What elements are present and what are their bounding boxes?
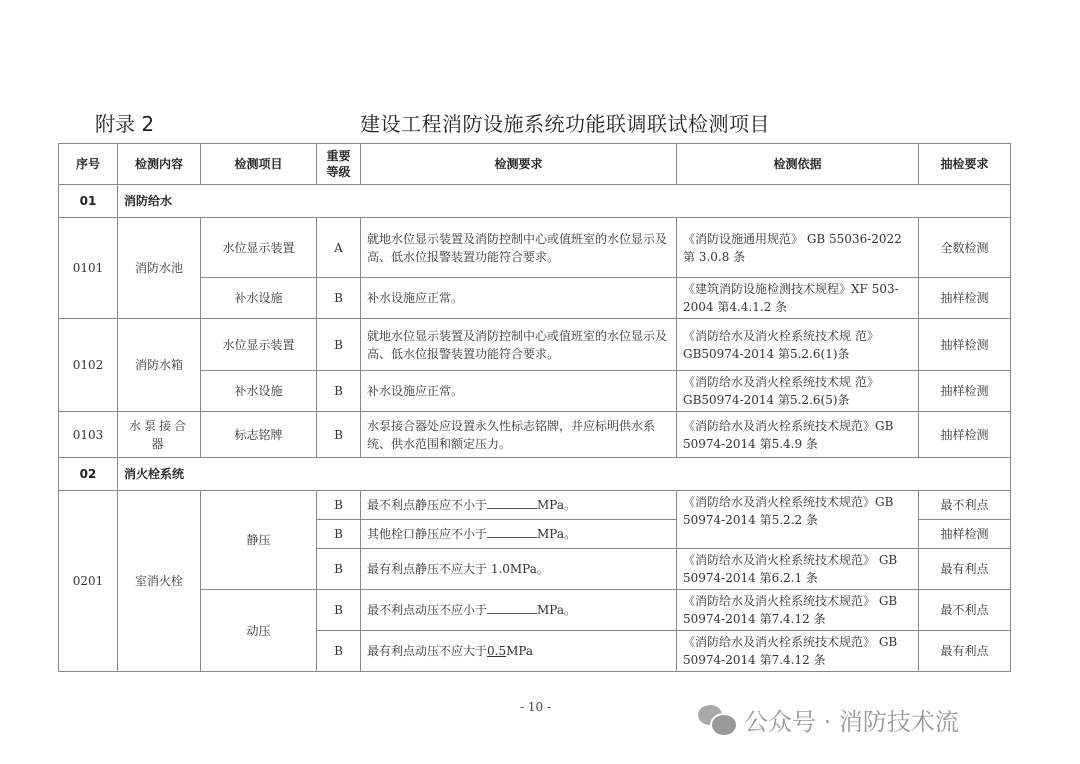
table-row — [59, 218, 1011, 278]
table-row — [59, 278, 1011, 319]
grade: B — [317, 590, 361, 631]
requirement: 最有利点动压不应大于0.5MPa — [361, 631, 677, 672]
grade: B — [317, 412, 361, 458]
col-header-no: 序号 — [59, 144, 118, 185]
watermark-text: 公众号 · 消防技术流 — [744, 708, 959, 736]
requirement: 水泵接合器处应设置永久性标志铭牌，并应标明供水系统、供水范围和额定压力。 — [361, 412, 677, 458]
grade: B — [317, 278, 361, 319]
sampling: 全数检测 — [919, 218, 1011, 278]
table-row — [59, 491, 1011, 520]
sampling: 最有利点 — [919, 631, 1011, 672]
wechat-icon — [698, 705, 736, 735]
section-row — [59, 458, 1011, 491]
group-content: 消防水箱 — [118, 319, 201, 412]
document-title: 建设工程消防设施系统功能联调联试检测项目 — [360, 112, 770, 136]
grade: A — [317, 218, 361, 278]
group-code: 0102 — [59, 319, 118, 412]
requirement: 就地水位显示装置及消防控制中心或值班室的水位显示及高、低水位报警装置功能符合要求。 — [361, 218, 677, 278]
section-row — [59, 185, 1011, 218]
group-content: 消防水池 — [118, 218, 201, 319]
requirement: 最不利点静压应不小于 MPa。 — [361, 491, 677, 520]
basis: 《消防给水及消火栓系统技术规范》 GB 50974-2014 第7.4.12 条 — [677, 590, 919, 631]
item-name: 水位显示装置 — [201, 218, 317, 278]
appendix-label: 附录 2 — [95, 112, 155, 136]
basis: 《消防给水及消火栓系统技术规范》 GB 50974-2014 第6.2.1 条 — [677, 549, 919, 590]
table-header-row — [59, 144, 1011, 185]
col-header-item: 检测项目 — [201, 144, 317, 185]
sampling: 最有利点 — [919, 549, 1011, 590]
section-code: 02 — [59, 458, 118, 491]
requirement: 补水设施应正常。 — [361, 371, 677, 412]
group-code: 0101 — [59, 218, 118, 319]
group-code: 0103 — [59, 412, 118, 458]
grade: B — [317, 631, 361, 672]
inspection-table — [58, 143, 1011, 672]
basis: 《消防给水及消火栓系统技术规范》GB 50974-2014 第5.4.9 条 — [677, 412, 919, 458]
blank-field — [487, 525, 537, 538]
group-code: 0201 — [59, 491, 118, 672]
table-row — [59, 412, 1011, 458]
table-row — [59, 371, 1011, 412]
section-code: 01 — [59, 185, 118, 218]
requirement: 其他栓口静压应不小于 MPa。 — [361, 520, 677, 549]
item-name: 补水设施 — [201, 371, 317, 412]
item-name: 补水设施 — [201, 278, 317, 319]
table-row — [59, 319, 1011, 371]
requirement: 最有利点静压不应大于 1.0MPa。 — [361, 549, 677, 590]
sampling: 抽样检测 — [919, 412, 1011, 458]
sampling: 抽样检测 — [919, 278, 1011, 319]
grade: B — [317, 371, 361, 412]
blank-field — [487, 601, 537, 614]
grade: B — [317, 319, 361, 371]
col-header-sampling: 抽检要求 — [919, 144, 1011, 185]
sampling: 抽样检测 — [919, 520, 1011, 549]
col-header-content: 检测内容 — [118, 144, 201, 185]
grade: B — [317, 520, 361, 549]
requirement: 补水设施应正常。 — [361, 278, 677, 319]
item-name: 静压 — [201, 491, 317, 590]
basis: 《消防给水及消火栓系统技术规范》GB 50974-2014 第5.2.2 条 — [677, 491, 919, 549]
watermark — [698, 702, 959, 737]
item-name: 动压 — [201, 590, 317, 672]
grade: B — [317, 491, 361, 520]
group-content: 室消火栓 — [118, 491, 201, 672]
basis: 《消防给水及消火栓系统技术规范》 GB 50974-2014 第7.4.12 条 — [677, 631, 919, 672]
col-header-requirement: 检测要求 — [361, 144, 677, 185]
grade: B — [317, 549, 361, 590]
section-name: 消防给水 — [118, 185, 1011, 218]
sampling: 抽样检测 — [919, 319, 1011, 371]
col-header-grade: 重要 等级 — [317, 144, 361, 185]
sampling: 抽样检测 — [919, 371, 1011, 412]
item-name: 标志铭牌 — [201, 412, 317, 458]
sampling: 最不利点 — [919, 491, 1011, 520]
basis: 《消防给水及消火栓系统技术规 范》GB50974-2014 第5.2.6(1)条 — [677, 319, 919, 371]
basis: 《建筑消防设施检测技术规程》XF 503-2004 第4.4.1.2 条 — [677, 278, 919, 319]
blank-field — [487, 496, 537, 509]
item-name: 水位显示装置 — [201, 319, 317, 371]
requirement: 就地水位显示装置及消防控制中心或值班室的水位显示及高、低水位报警装置功能符合要求。 — [361, 319, 677, 371]
basis: 《消防设施通用规范》 GB 55036-2022 第 3.0.8 条 — [677, 218, 919, 278]
basis: 《消防给水及消火栓系统技术规 范》GB50974-2014 第5.2.6(5)条 — [677, 371, 919, 412]
group-content: 水泵接合器 — [118, 412, 201, 458]
table-row — [59, 590, 1011, 631]
sampling: 最不利点 — [919, 590, 1011, 631]
page-number: - 10 - — [520, 700, 552, 714]
col-header-basis: 检测依据 — [677, 144, 919, 185]
section-name: 消火栓系统 — [118, 458, 1011, 491]
requirement: 最不利点动压不应小于 MPa。 — [361, 590, 677, 631]
